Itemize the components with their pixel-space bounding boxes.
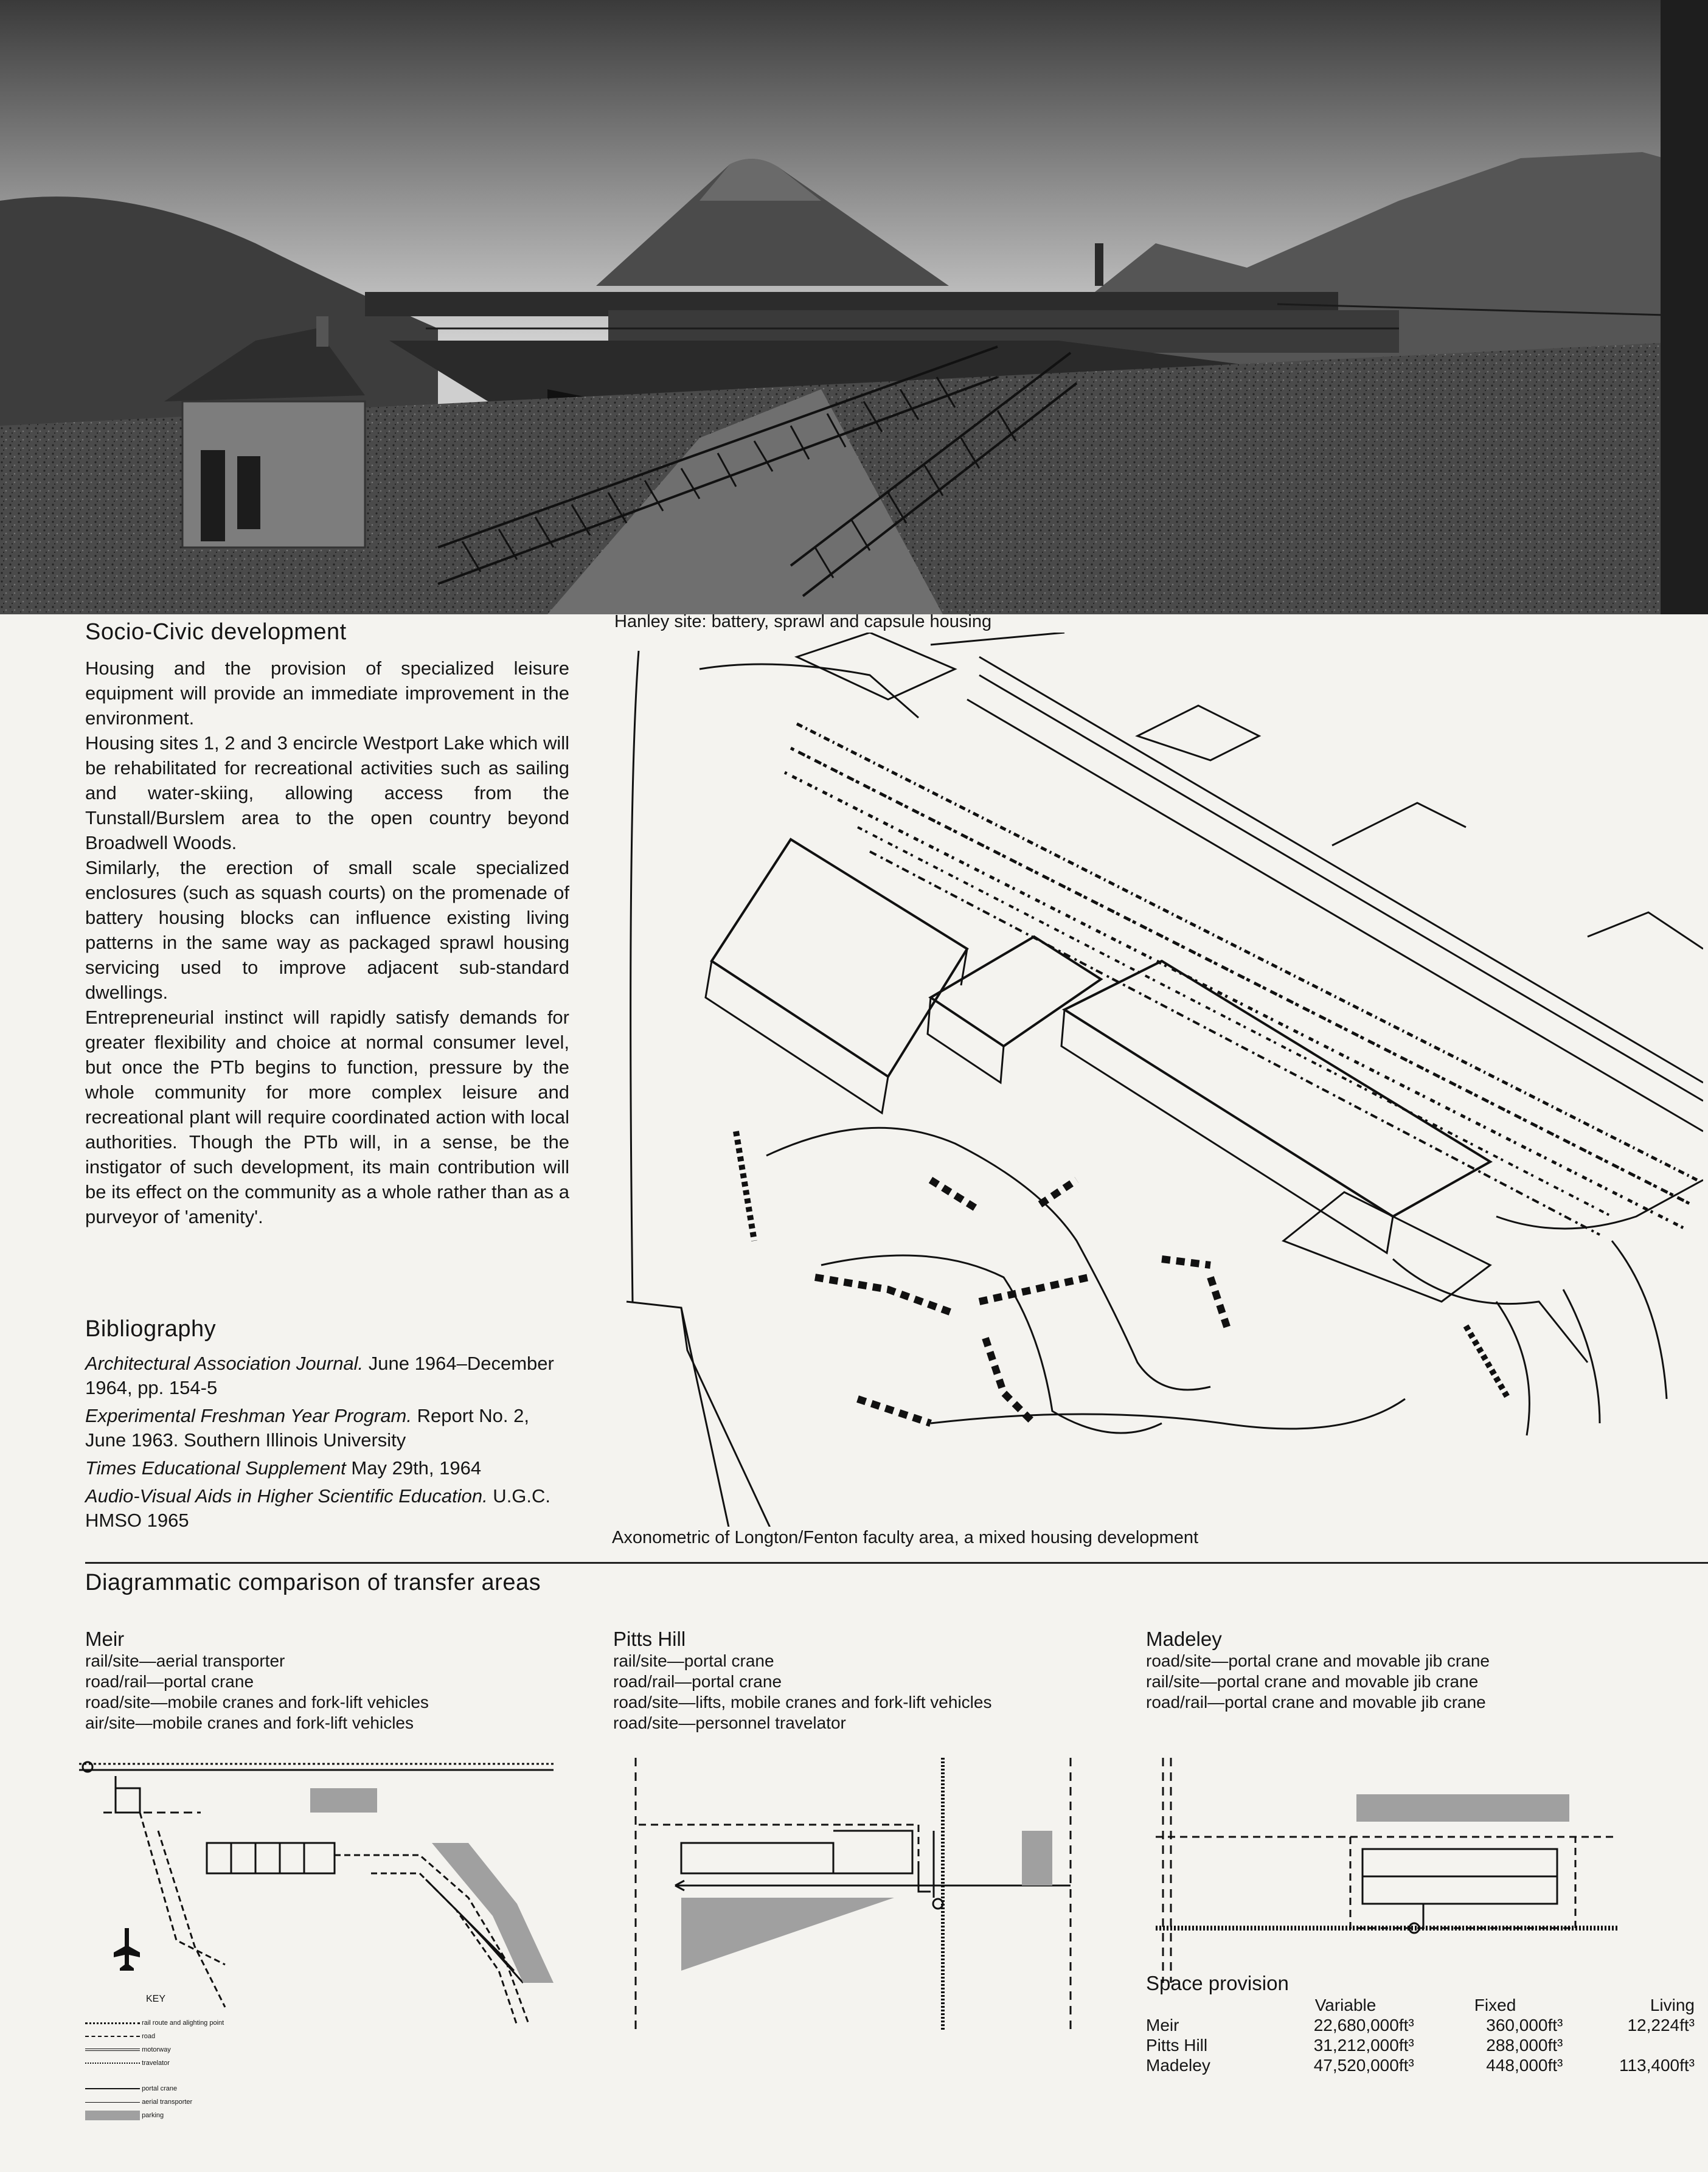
aircraft-icon bbox=[114, 1928, 140, 1971]
table-row: Meir 22,680,000ft³ 360,000ft³ 12,224ft³ bbox=[1146, 2016, 1695, 2035]
socio-paragraph: Housing and the provision of specialized leisure equipment will provide an immediate improvement in the environment. bbox=[85, 657, 569, 729]
table-header-row: Variable Fixed Living bbox=[1314, 1996, 1695, 2014]
madeley-plan-diagram bbox=[1156, 1752, 1642, 1983]
bibliography-entry: Architectural Association Journal. June 1964–December 1964, pp. 154-5 bbox=[85, 1353, 554, 1398]
hanley-site-photo bbox=[0, 0, 1708, 614]
photo-caption: Hanley site: battery, sprawl and capsule housing bbox=[614, 612, 992, 631]
pitts-hill-line: road/site—lifts, mobile cranes and fork-lift vehicles bbox=[613, 1693, 992, 1712]
key-item: rail route and alighting point bbox=[85, 2016, 328, 2030]
key-item: parking bbox=[85, 2109, 328, 2122]
meir-block bbox=[85, 1628, 429, 1733]
pitts-hill-block bbox=[613, 1628, 991, 1733]
pitts-hill-line: road/rail—portal crane bbox=[613, 1672, 782, 1691]
key-item: road bbox=[85, 2030, 328, 2043]
space-provision bbox=[1146, 1972, 1708, 2075]
pitts-hill-line: road/site—personnel travelator bbox=[613, 1713, 846, 1732]
madeley-block bbox=[1146, 1628, 1490, 1713]
bibliography-entry: Experimental Freshman Year Program. Report No. 2, June 1963. Southern Illinois University bbox=[85, 1405, 529, 1451]
key-item: travelator bbox=[85, 2056, 328, 2070]
table-row: Pitts Hill 31,212,000ft³ 288,000ft³ bbox=[1146, 2036, 1563, 2055]
key-item: portal crane bbox=[85, 2082, 328, 2095]
madeley-line: road/rail—portal crane and movable jib crane bbox=[1146, 1693, 1486, 1712]
axonometric-caption: Axonometric of Longton/Fenton faculty area, a mixed housing development bbox=[612, 1528, 1199, 1547]
key-title: KEY bbox=[146, 1994, 166, 2004]
meir-title: Meir bbox=[85, 1628, 125, 1650]
key-legend bbox=[85, 2016, 328, 2122]
meir-line: road/site—mobile cranes and fork-lift vehicles bbox=[85, 1693, 429, 1712]
axonometric-drawing bbox=[614, 633, 1703, 1527]
table-row: Madeley 47,520,000ft³ 448,000ft³ 113,400ft³ bbox=[1146, 2056, 1695, 2075]
pitts-hill-line: rail/site—portal crane bbox=[613, 1651, 774, 1670]
socio-heading: Socio-Civic development bbox=[85, 619, 347, 645]
bibliography-entry: Times Educational Supplement May 29th, 1964 bbox=[85, 1457, 482, 1479]
socio-paragraph: Housing sites 1, 2 and 3 encircle Westport Lake which will be rehabilitated for recreational activities such as sailing and water-skiing, allowing access from the Tunstall/Burslem area to the open country beyond Broadwell Woods. bbox=[85, 732, 569, 853]
meir-line: rail/site—aerial transporter bbox=[85, 1651, 285, 1670]
bibliography-list bbox=[85, 1351, 572, 1536]
pitts-hill-title: Pitts Hill bbox=[613, 1628, 686, 1650]
socio-paragraph: Similarly, the erection of small scale specialized enclosures (such as squash courts) on the promenade of battery housing blocks can influence existing living patterns in the same way as packaged sprawl housing servicing used to improve adjacent sub-standard dwellings. bbox=[85, 857, 569, 1003]
section-divider bbox=[85, 1562, 1708, 1564]
socio-paragraph: Entrepreneurial instinct will rapidly satisfy demands for greater flexibility and choice at normal consumer level, but once the PTb begins to function, pressure by the whole community for more complex leisure and recreational plant will require coordinated action with local authorities. Though the PTb will, in a sense, be the instigator of such development, its main contribution will be its effect on the community as a whole rather than as a purveyor of 'amenity'. bbox=[85, 1007, 569, 1227]
space-provision-title: Space provision bbox=[1146, 1972, 1289, 1994]
madeley-line: rail/site—portal crane and movable jib crane bbox=[1146, 1672, 1479, 1691]
meir-line: air/site—mobile cranes and fork-lift vehicles bbox=[85, 1713, 414, 1732]
socio-body bbox=[85, 656, 569, 1229]
madeley-title: Madeley bbox=[1146, 1628, 1222, 1650]
bibliography-entry: Audio-Visual Aids in Higher Scientific Education. U.G.C. HMSO 1965 bbox=[85, 1485, 551, 1531]
space-provision-table bbox=[1146, 1995, 1708, 2075]
diagram-heading: Diagrammatic comparison of transfer areas bbox=[85, 1570, 541, 1595]
bibliography-heading: Bibliography bbox=[85, 1316, 217, 1342]
madeley-line: road/site—portal crane and movable jib crane bbox=[1146, 1651, 1490, 1670]
meir-plan-diagram bbox=[79, 1752, 566, 2025]
key-item: motorway bbox=[85, 2043, 328, 2056]
key-item: aerial transporter bbox=[85, 2095, 328, 2109]
pitts-hill-plan-diagram bbox=[627, 1752, 1113, 2031]
meir-line: road/rail—portal crane bbox=[85, 1672, 254, 1691]
